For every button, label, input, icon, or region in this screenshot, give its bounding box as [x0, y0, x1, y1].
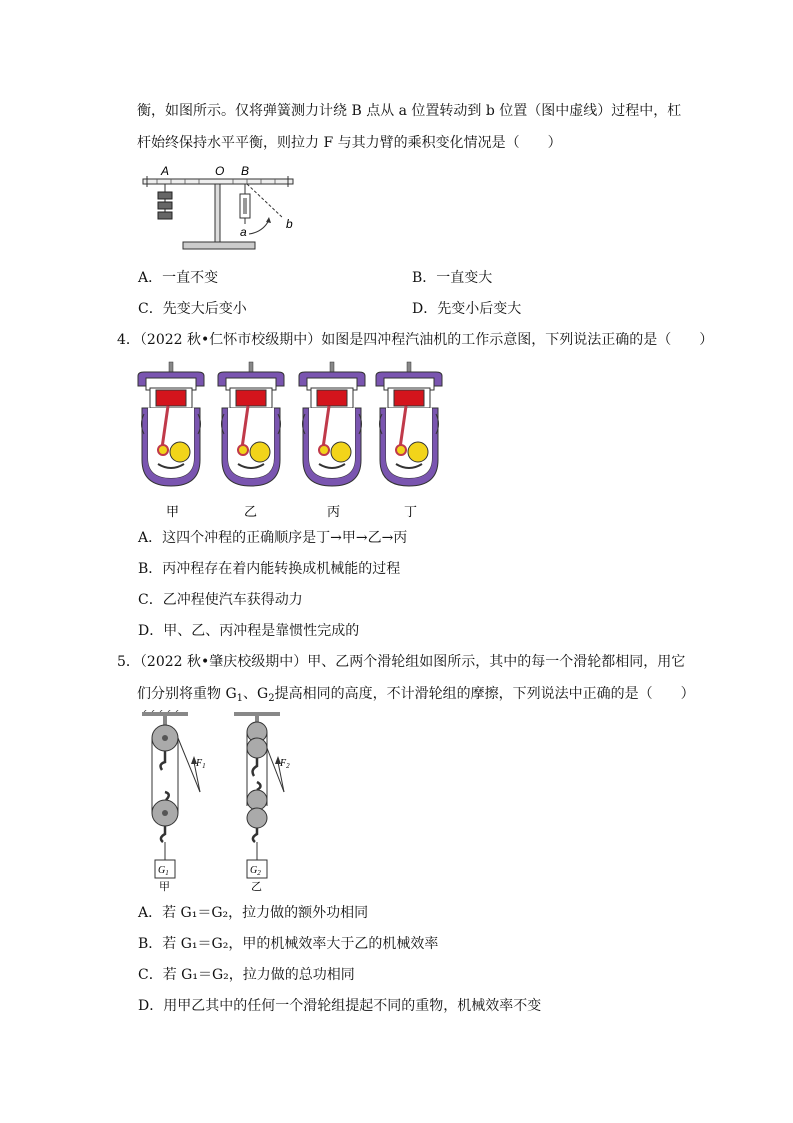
q3-option-d: D．先变小后变大: [412, 301, 522, 317]
engine-label-ding: 丁: [404, 505, 418, 520]
q4-stem: 4．（2022 秋•仁怀市校级期中）如图是四冲程汽油机的工作示意图，下列说法正确的是（ ）: [117, 332, 714, 348]
q5-option-c: C．若 G₁＝G₂，拉力做的总功相同: [138, 967, 355, 983]
q3-option-c: C．先变大后变小: [138, 301, 247, 317]
lever-label-O: O: [215, 164, 225, 178]
lever-label-b: b: [286, 217, 293, 231]
q5-stem-line1: 5．（2022 秋•肇庆校级期中）甲、乙两个滑轮组如图所示，其中的每一个滑轮都相同，用它: [117, 654, 686, 670]
engine-bing: [299, 362, 365, 486]
lever-label-A: A: [161, 164, 170, 178]
q3-option-a: A．一直不变: [138, 270, 219, 286]
engine-label-bing: 丙: [327, 505, 341, 520]
label-G1: $G_1$: [158, 865, 169, 877]
q3-option-b: B．一直变大: [412, 270, 493, 286]
engine-ding: [376, 362, 442, 486]
engine-label-jia: 甲: [166, 505, 180, 520]
label-F1: $F_1$: [196, 758, 206, 770]
q4-option-c: C．乙冲程使汽车获得动力: [138, 592, 303, 608]
engine-jia: [138, 362, 204, 486]
engine-yi: [218, 362, 284, 486]
engine-figure: [136, 360, 448, 520]
q5-option-d: D．用甲乙其中的任何一个滑轮组提起不同的重物，机械效率不变: [138, 998, 542, 1014]
q5-option-b: B．若 G₁＝G₂，甲的机械效率大于乙的机械效率: [138, 936, 439, 952]
pulley-figure: [138, 710, 298, 895]
lever-label-B: B: [241, 164, 250, 178]
label-jia: 甲: [159, 880, 170, 893]
q4-option-d: D．甲、乙、丙冲程是靠惯性完成的: [138, 623, 360, 639]
lever-label-a: a: [240, 225, 247, 239]
q5-option-a: A．若 G₁＝G₂，拉力做的额外功相同: [138, 905, 369, 921]
q4-option-a: A．这四个冲程的正确顺序是丁→甲→乙→丙: [138, 530, 408, 546]
label-G2: $G_2$: [250, 865, 261, 877]
engine-label-yi: 乙: [244, 505, 258, 520]
q4-option-b: B．丙冲程存在着内能转换成机械能的过程: [138, 561, 401, 577]
q3-text-line2: 杆始终保持水平平衡，则拉力 F 与其力臂的乘积变化情况是（ ）: [137, 135, 562, 151]
label-yi: 乙: [251, 880, 262, 893]
lever-figure: [135, 160, 310, 258]
q3-text-line1: 衡，如图所示。仅将弹簧测力计绕 B 点从 a 位置转动到 b 位置（图中虚线）过程中，杠: [137, 103, 682, 119]
label-F2: $F_2$: [280, 758, 290, 770]
q5-stem-line2: 们分别将重物 $G_1$、$G_2$提高相同的高度，不计滑轮组的摩擦，下列说法中正确的是（ ）: [137, 686, 695, 704]
